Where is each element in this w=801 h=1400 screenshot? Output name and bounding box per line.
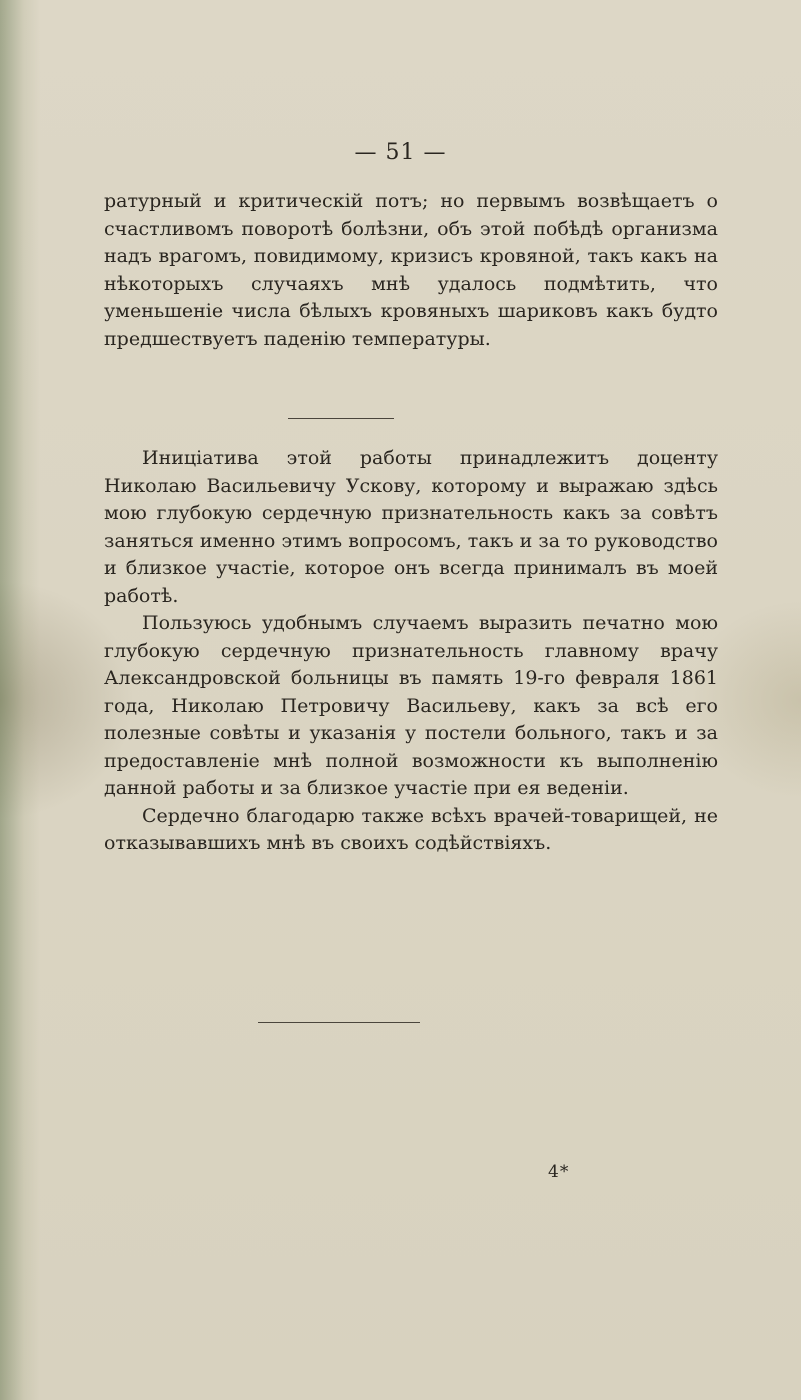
- paragraph-initiative: Иниціатива этой работы принадлежитъ доценту Николаю Васильевичу Ускову, которому и выражаю здѣсь мою глубокую сердечную признательность какъ за совѣтъ заняться именно этимъ вопросомъ, такъ и за то руководство и близкое участіе, которое онъ всегда принималъ въ моей работѣ.: [104, 447, 718, 607]
- end-divider: [258, 1022, 420, 1023]
- signature-mark: 4*: [548, 1162, 570, 1182]
- text-block-acknowledgements: [104, 445, 718, 858]
- paragraph-gratitude-colleagues: Сердечно благодарю также всѣхъ врачей-товарищей, не отказывавшихъ мнѣ въ своихъ содѣйствіяхъ.: [104, 804, 718, 854]
- paragraph-gratitude-chief-doctor: Пользуюсь удобнымъ случаемъ выразить печатно мою глубокую сердечную признательность главному врачу Александровской больницы въ память 19-го февраля 1861 года, Николаю Петровичу Васильеву, какъ за всѣ его полезные совѣты и указанія у постели больного, такъ и за предоставленіе мнѣ полной возможности къ выполненію данной работы и за близкое участіе при ея веденіи.: [104, 612, 718, 799]
- page-edge-shadow: [0, 0, 40, 1400]
- paragraph-continuation: ратурный и критическій потъ; но первымъ возвѣщаетъ о счастливомъ поворотѣ болѣзни, объ этой побѣдѣ организма надъ врагомъ, повидимому, кризисъ кровяной, такъ какъ на нѣкоторыхъ случаяхъ мнѣ удалось подмѣтить, что уменьшеніе числа бѣлыхъ кровяныхъ шариковъ какъ будто предшествуетъ паденію температуры.: [104, 190, 718, 350]
- page-number: — 51 —: [354, 140, 447, 165]
- text-block-top: [104, 188, 718, 353]
- section-divider: [288, 418, 394, 419]
